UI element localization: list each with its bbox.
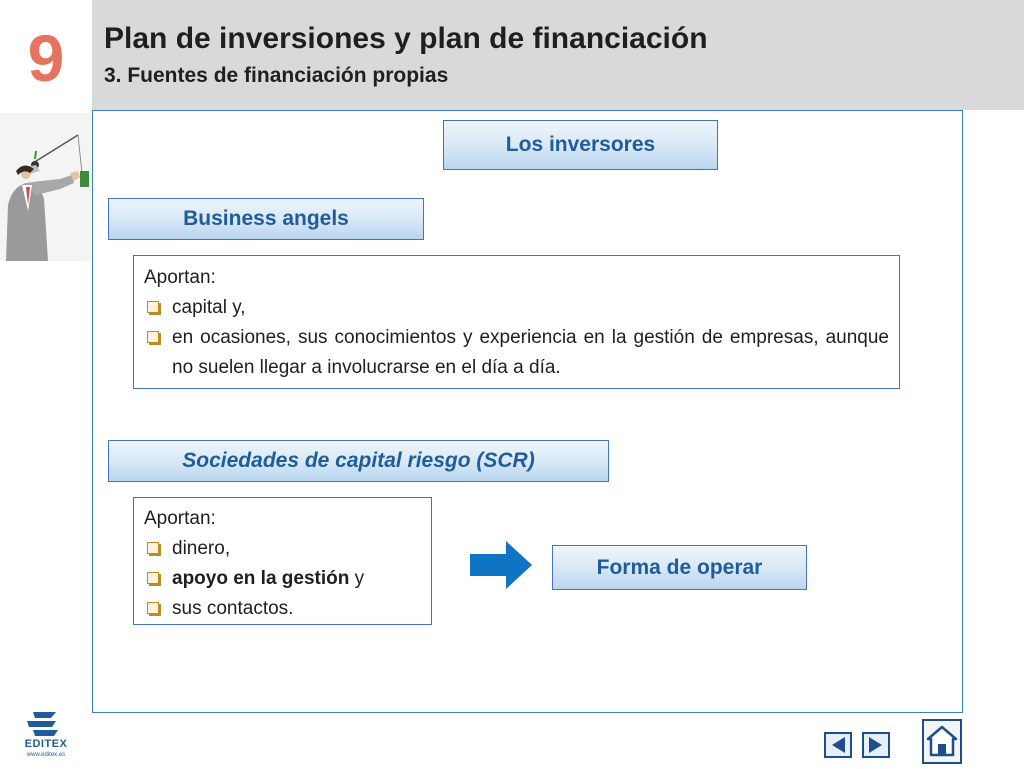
editex-logo [16, 710, 76, 762]
chapter-number: 9 [27, 21, 65, 95]
checkbox-bullet-icon [147, 301, 159, 313]
next-icon [862, 732, 890, 758]
list-item: dinero, [144, 534, 421, 564]
editex-website: www.editex.es [26, 752, 66, 758]
investors-label: Los inversores [443, 120, 718, 170]
list-item: capital y, [144, 293, 889, 323]
previous-icon [824, 732, 852, 758]
home-button[interactable] [922, 719, 962, 764]
slide-title: Plan de inversiones y plan de financiación [104, 22, 708, 55]
business-angels-heading: Business angels [108, 198, 424, 240]
chapter-tile [0, 0, 92, 110]
checkbox-bullet-icon [147, 572, 159, 584]
businessman-illustration [0, 113, 92, 261]
business-angels-intro: Aportan: [144, 267, 216, 288]
editex-brand: EDITEX [24, 738, 68, 750]
next-button[interactable] [862, 732, 890, 758]
checkbox-bullet-icon [147, 602, 159, 614]
list-item: en ocasiones, sus conocimientos y experiencia en la gestión de empresas, aunque no suelen llegar a involucrarse en el día a día. [144, 323, 889, 383]
list-item: apoyo en la gestión y [144, 564, 421, 594]
scr-intro: Aportan: [144, 508, 216, 529]
right-arrow-icon [470, 541, 532, 589]
slide-subtitle: 3. Fuentes de financiación propias [104, 64, 449, 87]
operation-label: Forma de operar [552, 545, 807, 590]
scr-details [133, 497, 432, 625]
checkbox-bullet-icon [147, 542, 159, 554]
home-icon [922, 719, 962, 764]
list-item: sus contactos. [144, 594, 421, 624]
business-angels-details [133, 255, 900, 389]
previous-button[interactable] [824, 732, 852, 758]
checkbox-bullet-icon [147, 331, 159, 343]
scr-heading: Sociedades de capital riesgo (SCR) [108, 440, 609, 482]
